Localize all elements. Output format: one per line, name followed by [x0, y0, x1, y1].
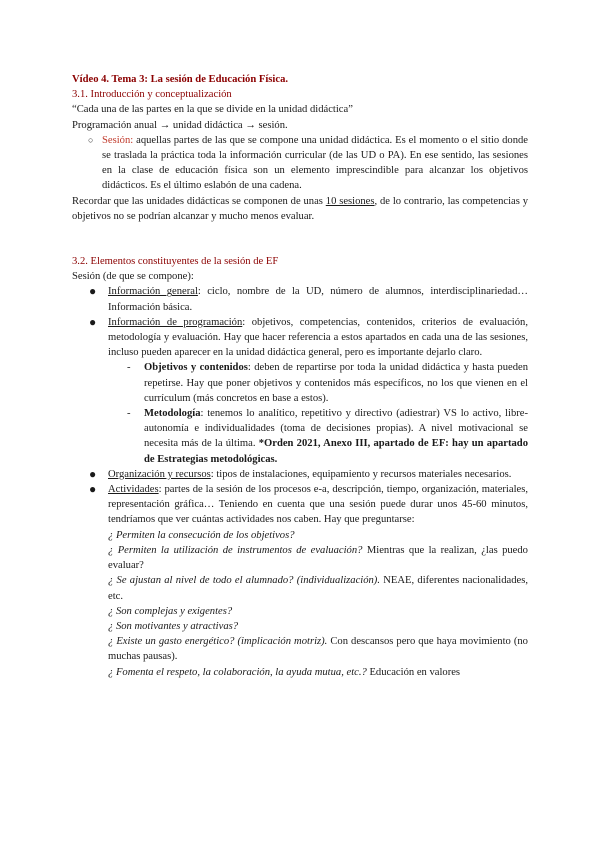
section-heading-intro: 3.1. Introducción y conceptualización	[72, 89, 232, 101]
reminder-paragraph	[72, 194, 528, 224]
list-item-informacion-general	[72, 284, 528, 314]
question-text: ¿ Son motivantes y atractivas?	[108, 620, 239, 632]
question-item	[108, 528, 528, 543]
term-text: : deben de repartirse por toda la unidad didáctica y hasta pueden repetirse. Hay que poner objetivos y contenidos más específicos, no los que vienen en el currículum (más concretos en base a estos).	[144, 362, 528, 404]
question-text: ¿ Son complejas y exigentes?	[108, 605, 233, 617]
list-item-actividades	[72, 482, 528, 528]
sub-item-metodologia	[72, 406, 528, 467]
question-text: ¿ Permiten la utilización de instrumentos de evaluación?	[108, 544, 363, 556]
flow-line: Programación anual → unidad didáctica → sesión.	[72, 119, 288, 131]
definition-sesion: aquellas partes de las que se compone una unidad didáctica. Es el momento o el sitio donde se traslada la práctica toda la información curricular (de las UD o PA). En ese sentido, las sesiones en la clase de educación física son un elemento imprescindible para alcanzar los objetivos didácticos. Es el último eslabón de una cadena.	[102, 134, 528, 192]
session-intro: Sesión (de que se compone):	[72, 271, 194, 283]
questions-list	[72, 528, 528, 680]
question-item	[108, 573, 528, 603]
spacer	[72, 239, 528, 254]
term: Actividades	[108, 484, 159, 496]
question-note: NEAE, diferentes nacionalidades, etc.	[108, 575, 529, 602]
question-text: ¿ Permiten la consecución de los objetivos?	[108, 529, 295, 541]
question-item	[108, 543, 528, 573]
orden-reference: *Orden 2021, Anexo III, apartado de EF: hay un apartado de Estrategias metodológicas.	[144, 438, 528, 465]
term-sesion: Sesión:	[102, 134, 134, 146]
question-note: Con descansos pero que haya movimiento (no muchas pausas).	[108, 636, 528, 663]
disc-bullet-icon: ●	[89, 482, 97, 497]
reminder-after: , de lo contrario, las competencias y objetivos no se podrían alcanzar y mucho menos evaluar.	[72, 195, 528, 222]
term: Organización y recursos	[108, 468, 211, 480]
term-text: : tenemos lo analítico, repetitivo y directivo (adiestrar) VS lo activo, libre-autonomía e individualidades (toma de decisiones propias). A nivel motivacional se necesita más de la última.	[144, 408, 528, 450]
dash-bullet-icon: -	[127, 362, 131, 374]
term-text: : partes de la sesión de los procesos e-a, descripción, tiempo, organización, materiales, representación gráfica… Teniendo en cuenta que una sesión puede durar unos 45-60 minutos, tendríamos que ver cuántas actividades nos caben. Hay que preguntarse:	[108, 484, 528, 526]
question-item	[108, 619, 528, 634]
question-item	[108, 604, 528, 619]
document-title: Vídeo 4. Tema 3: La sesión de Educación Física.	[72, 74, 289, 85]
disc-bullet-icon: ●	[89, 466, 97, 481]
list-item-organizacion	[72, 467, 528, 482]
term: Información general	[108, 286, 198, 298]
list-item-informacion-programacion	[72, 315, 528, 361]
term-text: : ciclo, nombre de la UD, número de alumnos, interdisciplinariedad… Información básica.	[108, 286, 528, 313]
quote-line: “Cada una de las partes en la que se divide en la unidad didáctica”	[72, 104, 353, 116]
reminder-underlined: 10 sesiones	[325, 195, 375, 207]
term-text: : tipos de instalaciones, equipamiento y recursos materiales necesarios.	[210, 468, 512, 480]
section-heading-elements: 3.2. Elementos constituyentes de la sesión de EF	[72, 256, 279, 268]
disc-bullet-icon: ●	[89, 284, 97, 299]
question-item	[108, 634, 528, 664]
question-note: Educación en valores	[366, 666, 461, 678]
term: Metodología	[144, 408, 201, 420]
term: Objetivos y contenidos	[144, 362, 248, 374]
dash-bullet-icon: -	[127, 408, 131, 420]
question-note: Mientras que la realizan, ¿las puedo evaluar?	[108, 544, 528, 572]
question-item	[108, 665, 528, 680]
term: Información de programación	[108, 316, 243, 328]
spacer	[72, 224, 528, 239]
question-text: ¿ Existe un gasto energético? (implicación motriz).	[108, 636, 328, 648]
term-text: : objetivos, competencias, contenidos, criterios de evaluación, metodología y evaluación. Hay que hacer referencia a estos apartados en cada una de las sesiones, incluso pueden aparecer en la unidad didáctica general, pero es importante dejarlo claro.	[108, 316, 528, 359]
reminder-before: Recordar que las unidades didácticas se componen de unas	[72, 195, 326, 207]
document-page	[72, 72, 528, 680]
question-text: ¿ Se ajustan al nivel de todo el alumnado? (individualización).	[108, 575, 380, 587]
question-text: ¿ Fomenta el respeto, la colaboración, la ayuda mutua, etc.?	[108, 666, 367, 678]
circle-bullet-icon: ○	[88, 134, 94, 145]
sub-item-objetivos	[72, 360, 528, 406]
list-item-sesion	[72, 133, 528, 194]
disc-bullet-icon: ●	[89, 314, 97, 329]
